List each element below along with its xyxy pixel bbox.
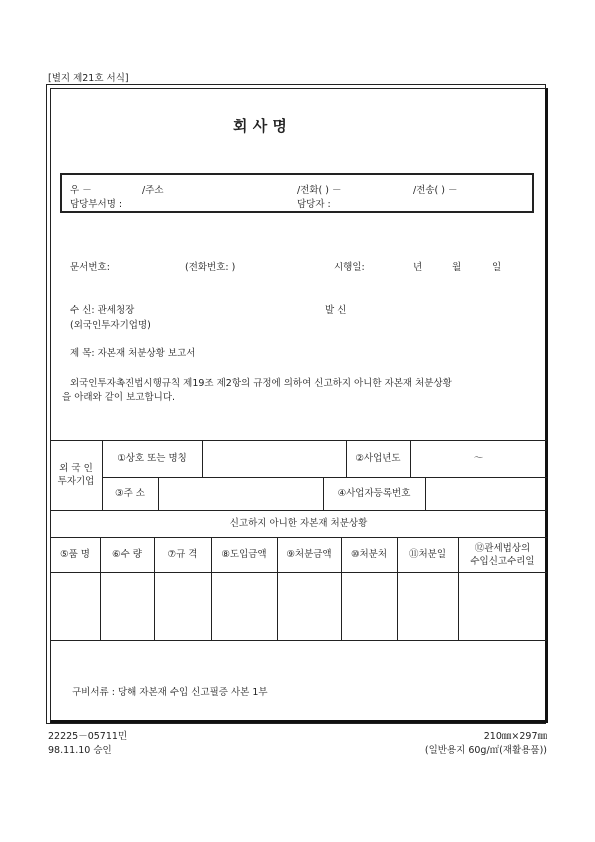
table-line: [50, 572, 547, 573]
address-label: ③주 소: [115, 488, 145, 499]
dept-name-field: 담당부서명 :: [70, 199, 123, 210]
section-title: 신고하지 아니한 자본재 처분상황: [229, 518, 368, 529]
body-text-line-1: 외국인투자촉진법시행규칙 제19조 제2항의 규정에 의하여 신고하지 아니한 자본재 처분상황: [70, 378, 452, 389]
table-line: [50, 640, 547, 641]
business-year-label: ②사업년도: [355, 453, 401, 464]
date-month: 월: [452, 262, 462, 273]
form-code: 22225－05711민: [48, 731, 128, 742]
person-field: 담당자 :: [297, 199, 331, 210]
sender-label: 발 신: [325, 305, 347, 316]
col-disposal-place: ⑩처분처: [350, 549, 388, 560]
postal-code-field: 우 －: [70, 185, 92, 196]
col-spec: ⑦규 격: [167, 549, 198, 560]
form-id-label: [별지 제21호 서식]: [48, 73, 129, 84]
address-input[interactable]: [159, 478, 322, 509]
attachments-note: 구비서류 : 당해 자본재 수입 신고필증 사본 1부: [72, 687, 268, 698]
recipient-sub-label: (외국인투자기업명): [70, 320, 151, 331]
date-year: 년: [413, 262, 423, 273]
col-quantity: ⑥수 량: [112, 549, 142, 560]
col-import-amount: ⑧도입금액: [221, 549, 267, 560]
doc-phone-label: (전화번호: ): [185, 262, 236, 273]
company-name-input[interactable]: [203, 441, 345, 476]
approval-date: 98.11.10 승인: [48, 745, 112, 756]
recipient-label: 수 신: 관세청장: [70, 305, 135, 316]
foreign-investor-header-line-2: 투자기업: [57, 476, 95, 487]
phone-field: /전화( ) －: [297, 185, 342, 196]
fax-field: /전송( ) －: [413, 185, 458, 196]
col-disposal-date: ⑪처분일: [408, 549, 447, 560]
foreign-investor-header-line-1: 외 국 인: [59, 463, 93, 474]
page-title: 회 사 명: [233, 117, 287, 135]
col-disposal-amount: ⑨처분금액: [286, 549, 332, 560]
date-day: 일: [492, 262, 502, 273]
doc-number-label: 문서번호:: [70, 262, 110, 273]
paper-size: 210㎜×297㎜: [483, 731, 547, 742]
reg-no-label: ④사업자등록번호: [337, 488, 411, 499]
col-customs-accept-date: [458, 537, 547, 572]
col-customs-accept-date-line-1: ⑫관세법상의: [474, 542, 531, 554]
business-year-value[interactable]: ～: [473, 453, 484, 464]
subject-line: 제 목: 자본재 처분상황 보고서: [70, 348, 196, 359]
col-customs-accept-date-line-2: 수입신고수리일: [470, 555, 535, 567]
body-text-line-2: 을 아래와 같이 보고합니다.: [62, 392, 176, 403]
company-name-label: ①상호 또는 명칭: [117, 453, 187, 464]
address-field: /주소: [142, 185, 164, 196]
paper-type: (일반용지 60g/㎡(재활용품)): [424, 745, 547, 756]
reg-no-input[interactable]: [426, 478, 546, 509]
foreign-investor-header: [50, 455, 102, 495]
col-item-name: ⑤품 명: [60, 549, 90, 560]
date-label: 시행일:: [334, 262, 365, 273]
